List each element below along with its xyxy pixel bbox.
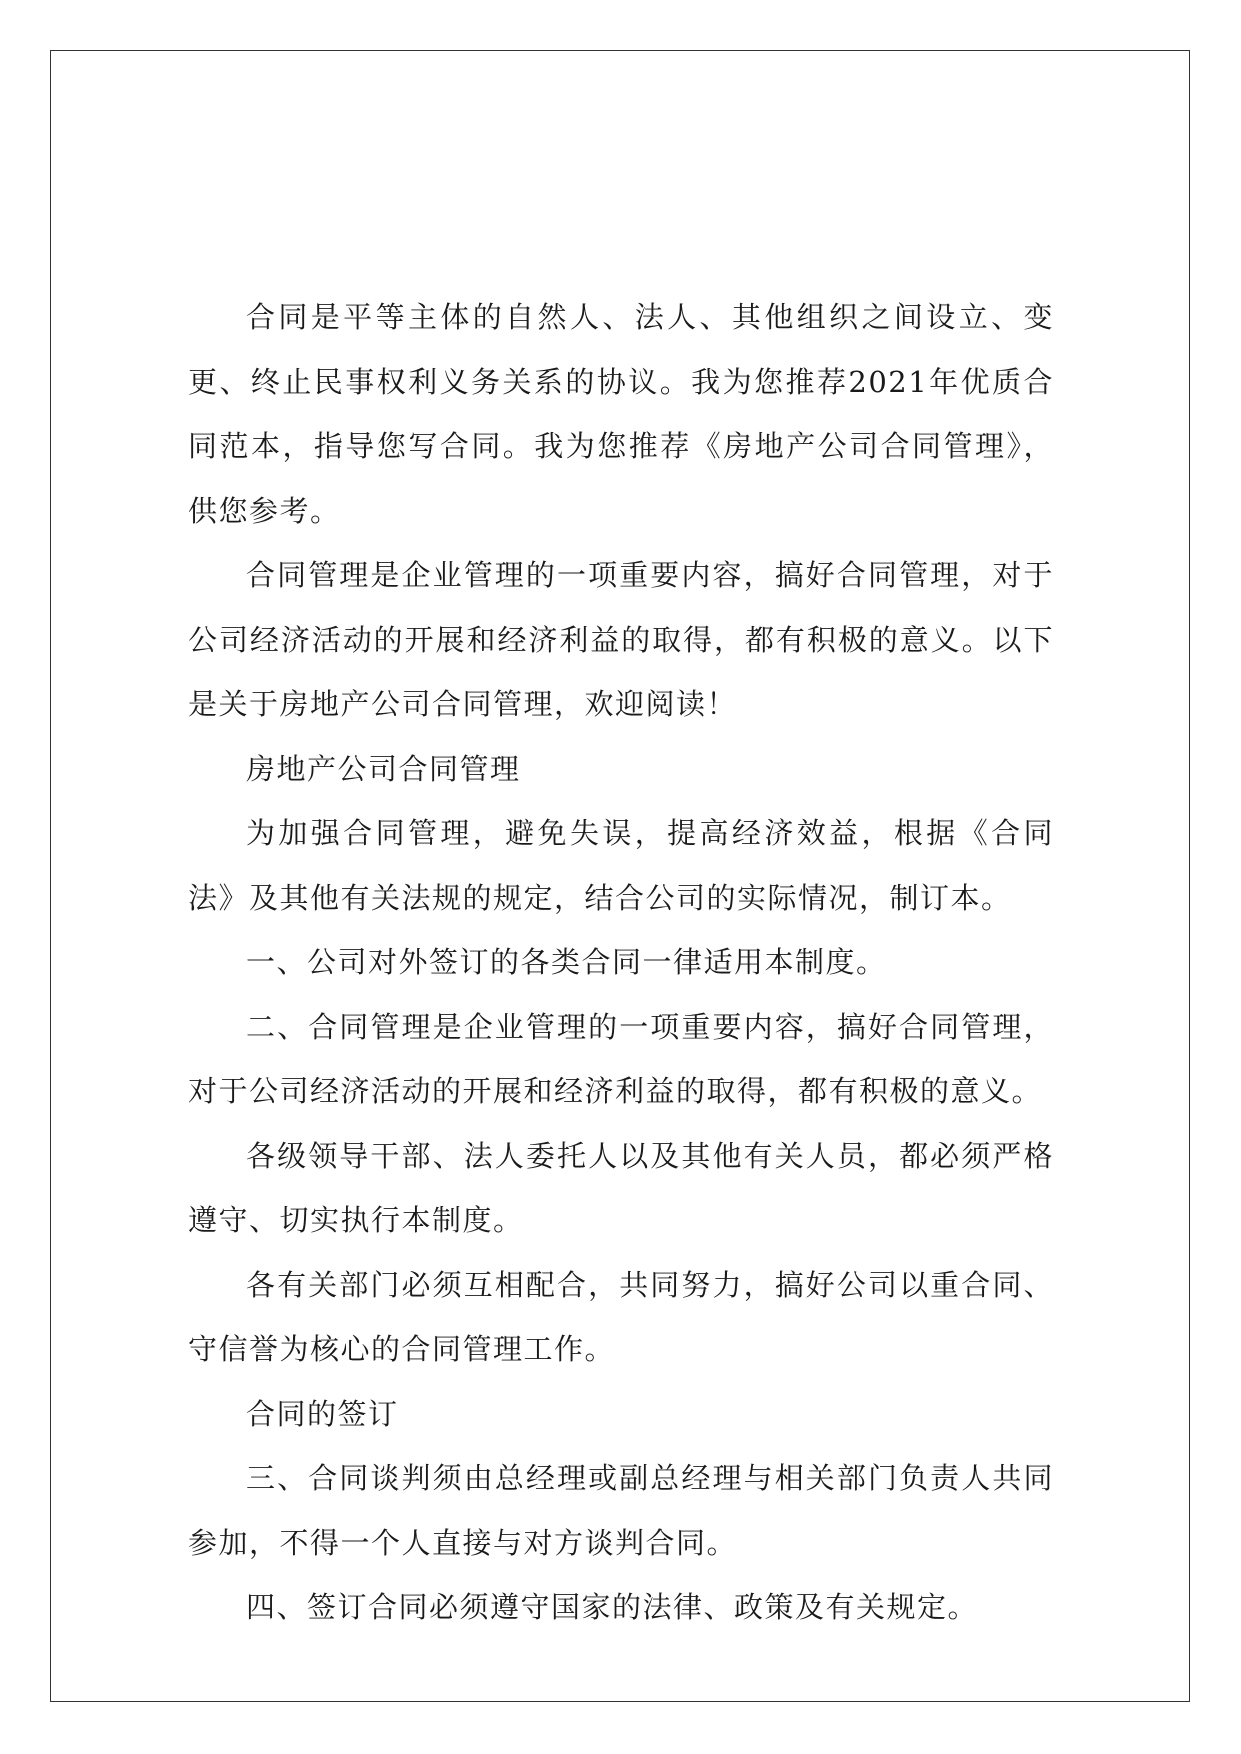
overview-paragraph: 合同管理是企业管理的一项重要内容，搞好合同管理，对于公司经济活动的开展和经济利益的取得，都有积极的意义。以下是关于房地产公司合同管理，欢迎阅读！ bbox=[188, 558, 1054, 721]
clause-1: 一、公司对外签订的各类合同一律适用本制度。 bbox=[246, 945, 887, 979]
document-title: 房地产公司合同管理 bbox=[246, 751, 521, 786]
intro-paragraph: 合同是平等主体的自然人、法人、其他组织之间设立、变更、终止民事权利义务关系的协议。我为您推荐2021年优质合同范本，指导您写合同。我为您推荐《房地产公司合同管理》，供您参考。 bbox=[188, 300, 1054, 528]
purpose-paragraph: 为加强合同管理，避免失误，提高经济效益，根据《合同法》及其他有关法规的规定，结合公司的实际情况，制订本。 bbox=[188, 816, 1054, 915]
clause-3: 三、合同谈判须由总经理或副总经理与相关部门负责人共同参加，不得一个人直接与对方谈判合同。 bbox=[188, 1461, 1054, 1560]
document-body bbox=[188, 285, 1054, 1640]
clause-2-continued-b: 各有关部门必须互相配合，共同努力，搞好公司以重合同、守信誉为核心的合同管理工作。 bbox=[188, 1267, 1054, 1366]
section-heading-signing: 合同的签订 bbox=[246, 1396, 399, 1431]
clause-2: 二、合同管理是企业管理的一项重要内容，搞好合同管理，对于公司经济活动的开展和经济利益的取得，都有积极的意义。 bbox=[188, 1009, 1054, 1108]
clause-4: 四、签订合同必须遵守国家的法律、政策及有关规定。 bbox=[246, 1590, 979, 1624]
clause-2-continued-a: 各级领导干部、法人委托人以及其他有关人员，都必须严格遵守、切实执行本制度。 bbox=[188, 1138, 1054, 1237]
